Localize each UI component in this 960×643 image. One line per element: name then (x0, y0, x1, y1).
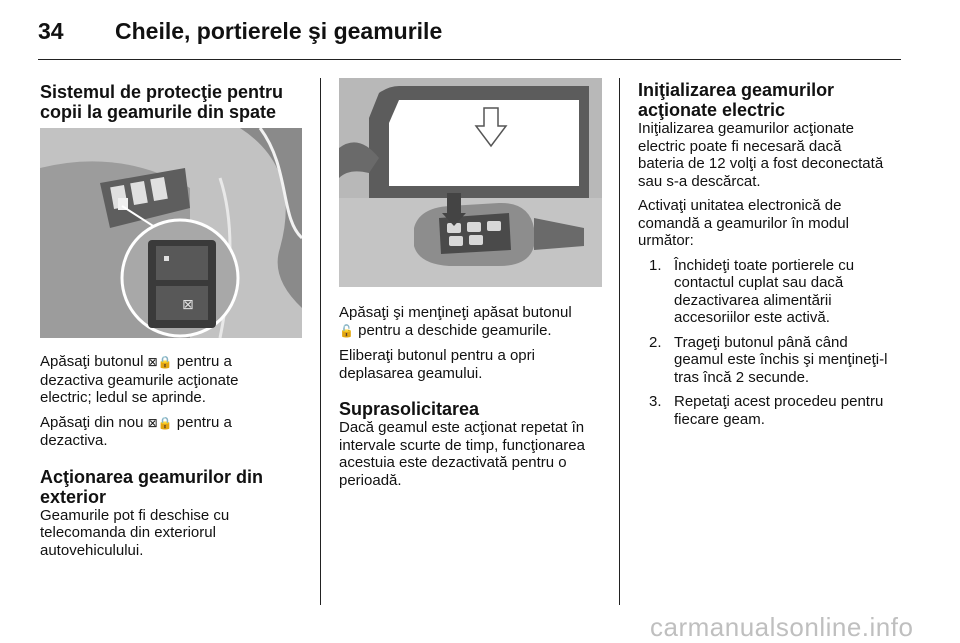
initialization-heading: Iniţializarea geamurilor acţionate electric (638, 80, 835, 120)
svg-text:⊠: ⊠ (182, 297, 194, 313)
door-switch-figure (40, 128, 302, 338)
left-para2: Apăsaţi din nou ⊠🔒 pentru a dezactiva. (40, 413, 232, 449)
middle-para2: Eliberaţi butonul pentru a opri deplasarea geamului. (339, 347, 535, 382)
header-rule (38, 59, 901, 60)
exterior-heading: Acţionarea geamurilor din exterior (40, 466, 264, 507)
overload-heading: Suprasolicitarea (339, 399, 480, 419)
column-divider-left (320, 78, 321, 605)
car-key-figure (339, 78, 602, 287)
middle-para1: Apăsaţi şi menţineţi apăsat butonul 🔓 pentru a deschide geamurile. (339, 304, 572, 339)
list-item: 1. Închideţi toate portierele cu contactul cuplat sau dacă dezactivarea alimentării accesoriilor este activă. (649, 256, 855, 326)
right-text (638, 80, 908, 435)
right-para1: Iniţializarea geamurilor acţionate electric poate fi necesară dacă bateria de 12 volţi a fost deconectată sau s-a descărcat. (638, 120, 884, 190)
left-column (40, 82, 310, 122)
child-lock-icon: ⊠🔒 (147, 355, 173, 369)
child-lock-icon: ⊠🔒 (147, 415, 173, 430)
list-item: 2. Trageţi butonul până când geamul este închis şi menţineţi-l tras încă 2 secunde. (649, 333, 888, 386)
page-number: 34 (38, 18, 64, 44)
watermark: carmanualsonline.info (650, 612, 914, 642)
middle-para3: Dacă geamul este acţionat repetat în intervale scurte de timp, funcţionarea acestuia este dezactivată pentru o perioadă. (339, 419, 585, 489)
list-item: 3. Repetaţi acest procedeu pentru fiecare geam. (649, 393, 884, 428)
page-title: Cheile, portierele şi geamurile (115, 18, 443, 44)
steps-list (649, 257, 908, 429)
left-para3: Geamurile pot fi deschise cu telecomanda din exteriorul autovehiculului. (40, 506, 230, 559)
column-divider-right (619, 78, 620, 605)
door-switch-illustration (40, 128, 302, 338)
unlock-icon: 🔓 (339, 323, 354, 338)
left-para1: Apăsaţi butonul ⊠🔒 pentru a dezactiva geamurile acţionate electric; ledul se aprinde. (40, 353, 239, 406)
left-text (40, 353, 315, 559)
right-para2: Activaţi unitatea electronică de comandă a geamurilor în modul următor: (638, 197, 849, 249)
child-lock-heading: Sistemul de protecţie pentru copii la geamurile din spate (40, 82, 284, 122)
middle-text (339, 304, 614, 489)
car-key-illustration (339, 78, 602, 287)
